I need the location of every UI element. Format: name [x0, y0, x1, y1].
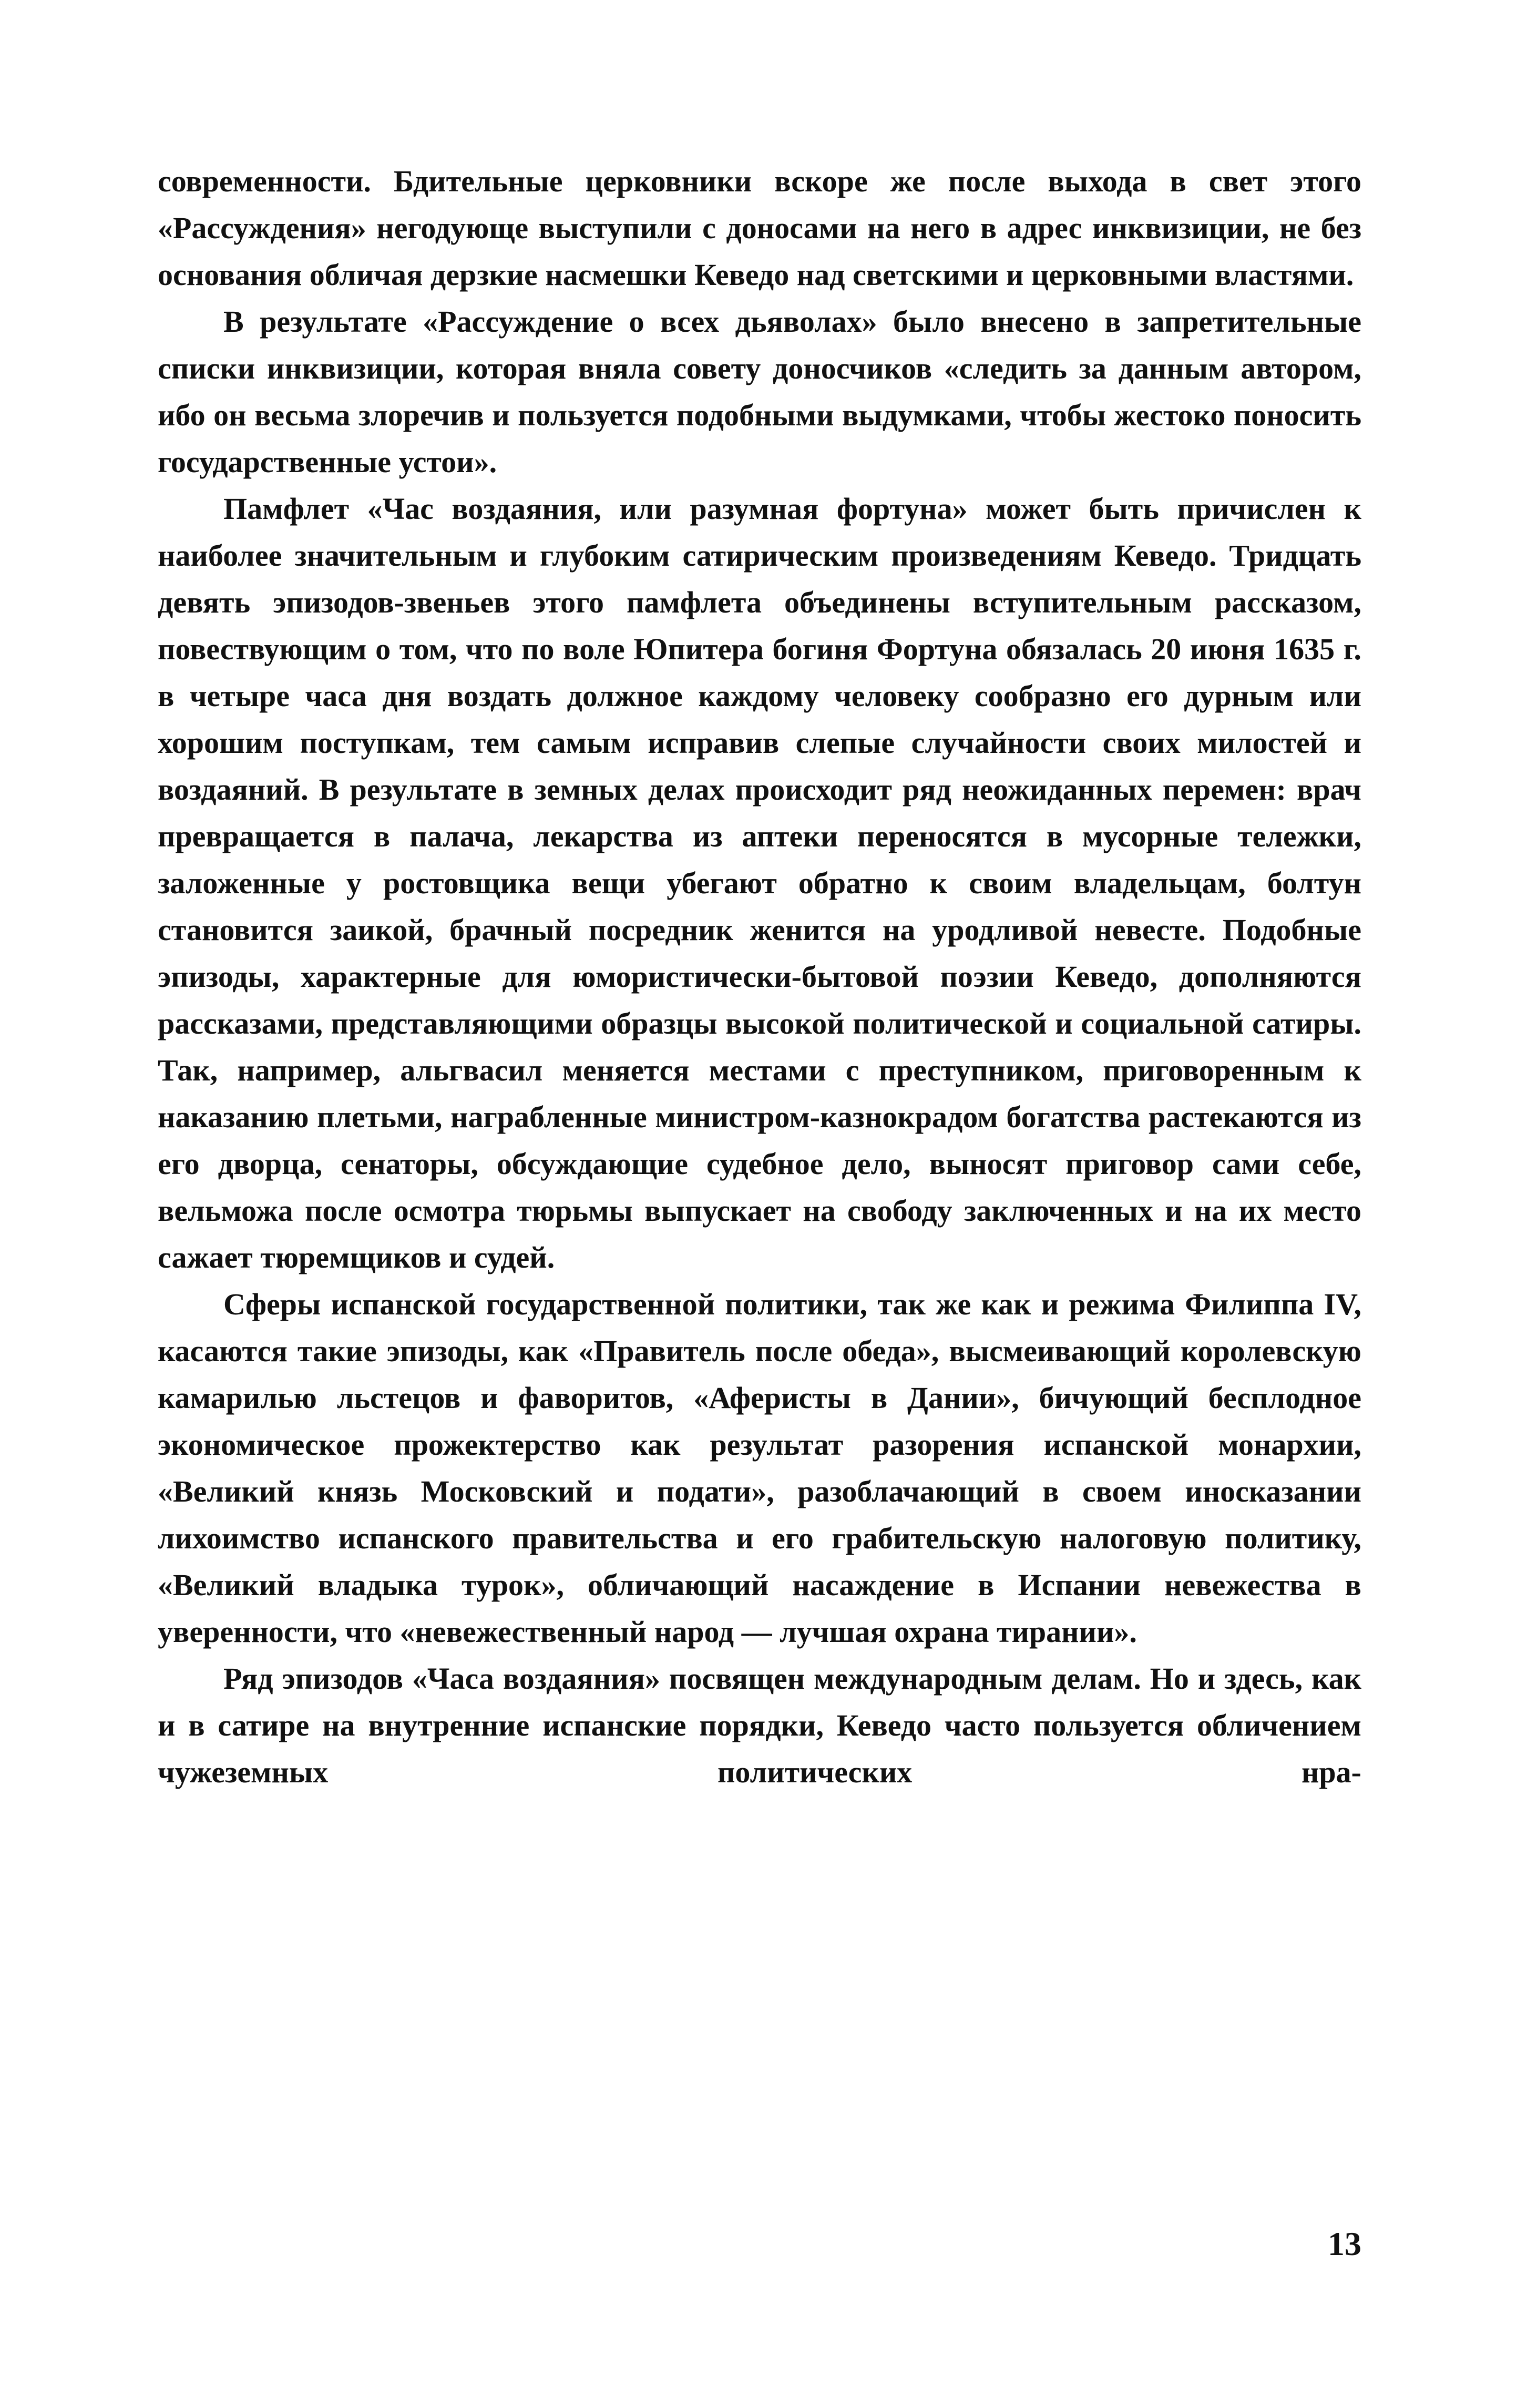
paragraph-4: Сферы испанской государственной политики, так же как и режима Филиппа IV, касаются такие эпизоды, как «Правитель после обеда», высмеивающий королевскую камарилью льстецов и фаворитов, «Аферисты в Дании», бичующий бесплодное экономическое прожектерство как результат разорения испанской монархии, «Великий князь Московский и подати», разоблачающий в своем иносказании лихоимство испанского правительства и его грабительскую налоговую политику, «Великий владыка турок», обличающий насаждение в Испании невежества в уверенности, что «невежественный народ — лучшая охрана тирании».	[158, 1287, 1361, 1649]
paragraph-3: Памфлет «Час воздаяния, или разумная фортуна» может быть причислен к наиболее значительным и глубоким сатирическим произведениям Кеведо. Тридцать девять эпизодов-звеньев этого памфлета объединены вступительным рассказом, повествующим о том, что по воле Юпитера богиня Фортуна обязалась 20 июня 1635 г. в четыре часа дня воздать должное каждому человеку сообразно его дурным или хорошим поступкам, тем самым исправив слепые случайности своих милостей и воздаяний. В результате в земных делах происходит ряд неожиданных перемен: врач превращается в палача, лекарства из аптеки переносятся в мусорные тележки, заложенные у ростовщика вещи убегают обратно к своим владельцам, болтун становится заикой, брачный посредник женится на уродливой невесте. Подобные эпизоды, характерные для юмористически-бытовой поэзии Кеведо, дополняются рассказами, представляющими образцы высокой политической и социальной сатиры. Так, например, альгвасил меняется местами с преступником, приговоренным к наказанию плетьми, награбленные министром-казнокрадом богатства растекаются из его дворца, сенаторы, обсуждающие судебное дело, выносят приговор сами себе, вельможа после осмотра тюрьмы выпускает на свободу заключенных и на их место сажает тюремщиков и судей.	[158, 492, 1361, 1274]
body-text	[158, 158, 1361, 1795]
paragraph-2: В результате «Рассуждение о всех дьяволах» было внесено в запретительные списки инквизиции, которая вняла совету доносчиков «следить за данным автором, ибо он весьма злоречив и пользуется подобными выдумками, чтобы жестоко поносить государственные устои».	[158, 304, 1361, 479]
paragraph-5: Ряд эпизодов «Часа воздаяния» посвящен международным делам. Но и здесь, как и в сатире на внутренние испанские порядки, Кеведо часто пользуется обличением чужеземных политических нра-	[158, 1661, 1361, 1789]
paragraph-1: современности. Бдительные церковники вскоре же после выхода в свет этого «Рассуждения» негодующе выступили с доносами на него в адрес инквизиции, не без основания обличая дерзкие насмешки Кеведо над светскими и церковными властями.	[158, 164, 1361, 292]
page-number: 13	[1328, 2225, 1361, 2262]
